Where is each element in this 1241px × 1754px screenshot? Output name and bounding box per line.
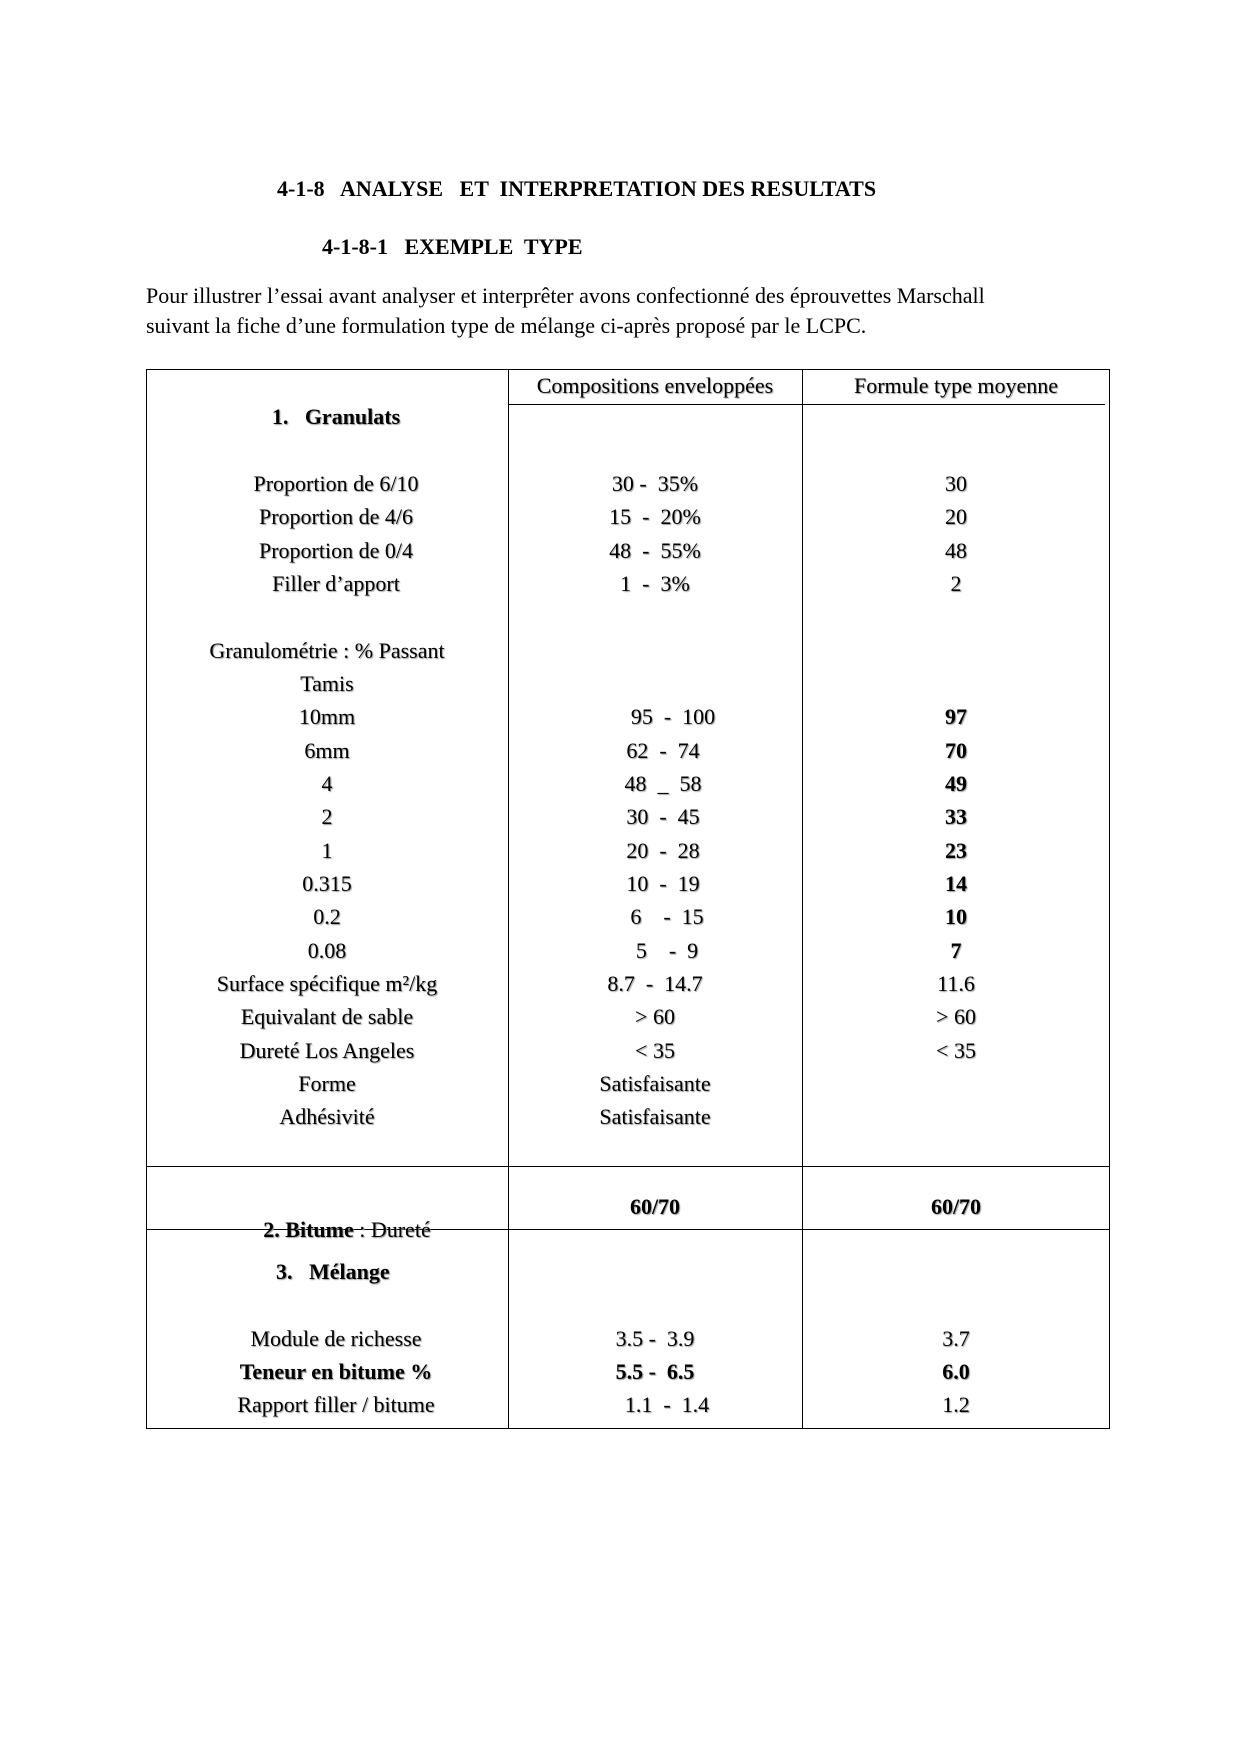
sieve-value: 23 <box>945 838 967 863</box>
formulation-table <box>146 369 1110 1429</box>
row-value: 30 <box>945 471 967 496</box>
intro-line-1: Pour illustrer l’essai avant analyser et interprêter avons confectionné des éprouvettes Marschall <box>146 283 985 308</box>
melange-value: 3.7 <box>942 1326 970 1351</box>
bitume-title-rest: : Dureté <box>353 1217 431 1242</box>
sieve-label: Tamis <box>300 671 354 696</box>
property-value: > 60 <box>936 1004 976 1029</box>
sieve-value: 97 <box>945 704 967 729</box>
property-label: Forme <box>298 1071 356 1096</box>
sieve-range: 95 - 100 <box>630 704 716 729</box>
sieve-value: 49 <box>945 771 967 796</box>
row-label: Proportion de 6/10 <box>253 471 419 496</box>
sieve-range: 62 - 74 <box>626 738 700 763</box>
intro-paragraph <box>146 281 1126 341</box>
section-heading: 4-1-8 ANALYSE ET INTERPRETATION DES RESULTATS <box>277 176 877 201</box>
row-label: Proportion de 0/4 <box>259 538 413 563</box>
property-label: Dureté Los Angeles <box>239 1038 415 1063</box>
row-range: 30 - 35% <box>611 471 699 496</box>
row-range: 15 - 20% <box>609 504 701 529</box>
melange-label: Teneur en bitume % <box>239 1359 433 1384</box>
sieve-range: 5 - 9 <box>635 938 699 963</box>
property-range: > 60 <box>635 1004 675 1029</box>
section-title-melange: 3. Mélange <box>276 1259 390 1284</box>
sieve-value: 33 <box>945 804 967 829</box>
table-border-top <box>146 369 1110 370</box>
property-value: < 35 <box>936 1038 976 1063</box>
granulometry-title: Granulométrie : % Passant <box>209 638 445 663</box>
sieve-value: 7 <box>950 938 962 963</box>
sieve-size: 6mm <box>304 738 350 763</box>
sieve-range: 10 - 19 <box>626 871 700 896</box>
section-divider <box>146 1166 1110 1167</box>
header-divider <box>508 404 1105 405</box>
property-range: Satisfaisante <box>599 1104 711 1129</box>
melange-label: Module de richesse <box>250 1326 422 1351</box>
section-title-bitume <box>166 1194 506 1266</box>
melange-value: 6.0 <box>942 1359 970 1384</box>
subsection-heading: 4-1-8-1 EXEMPLE TYPE <box>322 234 583 259</box>
table-border-bottom <box>146 1428 1110 1429</box>
sieve-range: 30 - 45 <box>626 804 700 829</box>
sieve-size: 0.315 <box>302 871 352 896</box>
sieve-size: 0.08 <box>307 938 347 963</box>
table-border-left <box>146 369 147 1429</box>
sieve-range: 48 _ 58 <box>624 771 702 796</box>
melange-value: 1.2 <box>942 1392 970 1417</box>
bitume-range: 60/70 <box>629 1194 681 1219</box>
melange-range: 3.5 - 3.9 <box>615 1326 695 1351</box>
sieve-range: 6 - 15 <box>630 904 704 929</box>
sieve-size: 4 <box>321 771 333 796</box>
bitume-value: 60/70 <box>930 1194 982 1219</box>
sieve-range: 20 - 28 <box>626 838 700 863</box>
row-value: 48 <box>945 538 967 563</box>
property-label: Surface spécifique m²/kg <box>216 971 438 996</box>
property-range: < 35 <box>635 1038 675 1063</box>
row-range: 48 - 55% <box>609 538 701 563</box>
row-label: Filler d’apport <box>272 571 400 596</box>
melange-range: 5.5 - 6.5 <box>615 1359 695 1384</box>
row-value: 2 <box>950 571 962 596</box>
row-label: Proportion de 4/6 <box>259 504 413 529</box>
property-label: Adhésivité <box>279 1104 375 1129</box>
property-value: 11.6 <box>937 971 975 996</box>
sieve-value: 10 <box>945 904 967 929</box>
property-range: Satisfaisante <box>599 1071 711 1096</box>
sieve-size: 2 <box>321 804 333 829</box>
sieve-size: 1 <box>321 838 333 863</box>
sieve-value: 14 <box>945 871 967 896</box>
sieve-value: 70 <box>945 738 967 763</box>
melange-label: Rapport filler / bitume <box>237 1392 435 1417</box>
property-range: 8.7 - 14.7 <box>607 971 703 996</box>
property-label: Equivalant de sable <box>240 1004 414 1029</box>
row-value: 20 <box>945 504 967 529</box>
col-header-formule: Formule type moyenne <box>853 373 1059 398</box>
bitume-title-bold: 2. Bitume <box>263 1217 354 1242</box>
row-range: 1 - 3% <box>620 571 690 596</box>
sieve-size: 0.2 <box>313 904 341 929</box>
sieve-size: 10mm <box>298 704 356 729</box>
melange-range: 1.1 - 1.4 <box>624 1392 710 1417</box>
col-header-compositions: Compositions enveloppées <box>536 373 774 398</box>
intro-line-2: suivant la fiche d’une formulation type de mélange ci-après proposé par le LCPC. <box>146 313 867 338</box>
section-title-granulats: 1. Granulats <box>271 404 401 429</box>
